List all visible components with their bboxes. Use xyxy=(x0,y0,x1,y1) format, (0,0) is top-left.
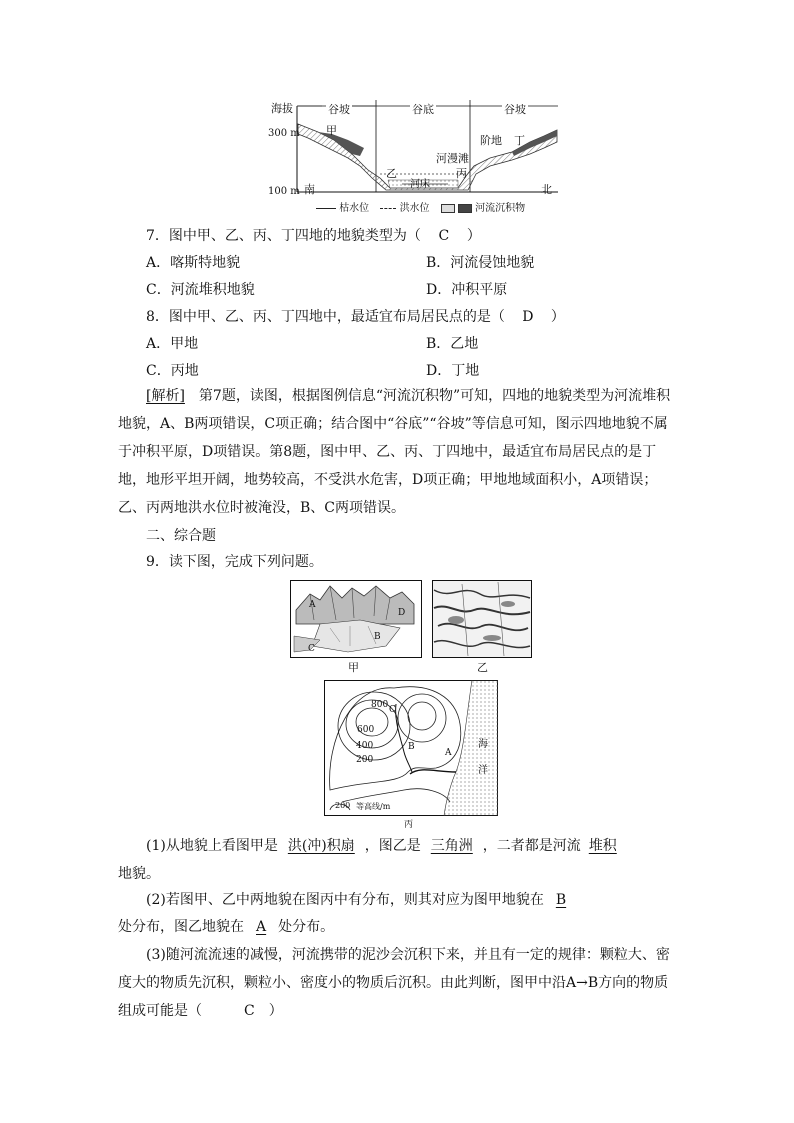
q8-option-b: B．乙地 xyxy=(426,336,479,352)
fig-bing-caption: 丙 xyxy=(404,820,414,830)
q9-part2-answer1: B xyxy=(555,892,567,908)
fig1-section-floor: 谷底 xyxy=(412,103,434,116)
fig1-label-bing: 丙 xyxy=(456,167,467,180)
q9-part1-answer2: 三角洲 xyxy=(430,838,473,854)
legend-dry-line-icon xyxy=(316,208,336,209)
legend-dark-deposit-icon xyxy=(458,204,472,213)
map-legend-value: 200 xyxy=(335,801,351,810)
q9-part2-answer2: A xyxy=(256,919,267,935)
fig1-tick-100: 100 m xyxy=(268,186,300,197)
fig1-label-hemantan: 河漫滩 xyxy=(436,152,469,165)
fig1-label-south: 南 xyxy=(304,183,315,196)
q9-part3: (3)随河流流速的减慢，河流携带的泥沙会沉积下来，并且有一定的规律：颗粒大、密度大的物质先沉积，颗粒小、密度小的物质后沉积。由此判断，图甲中沿A→B方向的物质组成可能是（ C ） xyxy=(118,941,678,1025)
fig1-label-jia: 甲 xyxy=(326,124,337,137)
q7-option-a: A．喀斯特地貌 xyxy=(146,255,241,271)
fig-yi-caption: 乙 xyxy=(477,661,488,674)
map-point-b: B xyxy=(408,742,415,752)
fig1-yaxis-label: 海拔 xyxy=(271,102,293,115)
legend-flood: 洪水位 xyxy=(399,203,430,214)
legend-dry: 枯水位 xyxy=(339,203,370,214)
q9-part1-tail: 地貌。 xyxy=(118,866,160,882)
fig-jia-mark-d: D xyxy=(398,608,406,618)
q7-answer: C xyxy=(438,228,450,244)
figure-yi-delta xyxy=(432,580,532,658)
q9-stem: 9．读下图，完成下列问题。 xyxy=(146,554,323,570)
fig-jia-mark-c: C xyxy=(308,644,315,654)
fig1-label-ding: 丁 xyxy=(514,134,525,147)
map-point-a: A xyxy=(445,748,452,758)
fig1-label-yi: 乙 xyxy=(386,167,397,180)
q9-part3-answer: C xyxy=(244,1003,255,1019)
contour-400: 400 xyxy=(356,741,374,751)
q9-part1-wrap xyxy=(118,832,678,888)
contour-600: 600 xyxy=(357,725,375,735)
section-heading: 二、综合题 xyxy=(146,528,216,544)
legend-deposit: 河流沉积物 xyxy=(475,203,526,214)
q9-part1-answer1: 洪(冲)积扇 xyxy=(287,838,355,854)
q8-option-c: C．丙地 xyxy=(146,363,199,379)
fig-jia-caption: 甲 xyxy=(348,661,359,674)
q9-part2-line1: (2)若图甲、乙中两地貌在图丙中有分布，则其对应为图甲地貌在 B xyxy=(146,890,578,910)
fig1-section-slope-left: 谷坡 xyxy=(328,103,350,116)
contour-200: 200 xyxy=(356,755,374,765)
q8-answer: D xyxy=(522,309,534,325)
q7-option-c: C．河流堆积地貌 xyxy=(146,282,255,298)
map-point-c: C xyxy=(389,705,396,715)
analysis-paragraph xyxy=(118,382,678,522)
q9-part1-line1: (1)从地貌上看图甲是 洪(冲)积扇 ，图乙是 三角洲 ，二者都是河流 堆积 xyxy=(146,836,625,856)
q7-stem: 7．图中甲、乙、丙、丁四地的地貌类型为（ C ） xyxy=(146,228,481,244)
fig1-label-north: 北 xyxy=(541,183,552,196)
map-legend-text: 等高线/m xyxy=(356,802,391,811)
q8-stem: 8．图中甲、乙、丙、丁四地中，最适宜布局居民点的是（ D ） xyxy=(146,309,565,325)
legend-light-deposit-icon xyxy=(441,204,455,213)
map-sea-label: 海洋 xyxy=(478,739,488,776)
analysis-tag: [解析] xyxy=(146,388,185,404)
legend-flood-line-icon xyxy=(380,208,396,209)
fig-jia-mark-b: B xyxy=(374,632,381,642)
q9-part2-line2: 处分布，图乙地貌在 A 处分布。 xyxy=(118,919,335,935)
analysis-text: 第7题，读图，根据图例信息“河流沉积物”可知，四地的地貌类型为河流堆积地貌，A、B两项错误，C项正确；结合图中“谷底”“谷坡”等信息可知，图示四地地貌不属于冲积平原，D项错误。第8题，图中甲、乙、丙、丁四地中，最适宜布局居民点的是丁地，地形平坦开阔，地势较高，不受洪水危害，D项正确；甲地地域面积小，A项错误；乙、丙两地洪水位时被淹没，B、C两项错误。 xyxy=(118,388,671,516)
fig1-legend xyxy=(316,199,525,214)
contour-800: 800 xyxy=(371,700,389,710)
fig1-label-jiedi: 阶地 xyxy=(480,134,502,147)
q8-option-d: D．丁地 xyxy=(426,363,480,379)
q7-option-d: D．冲积平原 xyxy=(426,282,508,298)
fig1-tick-300: 300 m xyxy=(268,128,300,139)
fig1-section-slope-right: 谷坡 xyxy=(504,103,526,116)
fig-jia-mark-a: A xyxy=(309,600,316,610)
q7-option-b: B．河流侵蚀地貌 xyxy=(426,255,535,271)
q9-part1-answer3: 堆积 xyxy=(588,838,617,854)
q8-option-a: A．甲地 xyxy=(146,336,199,352)
fig1-label-hechuang: 河床 xyxy=(410,179,430,190)
